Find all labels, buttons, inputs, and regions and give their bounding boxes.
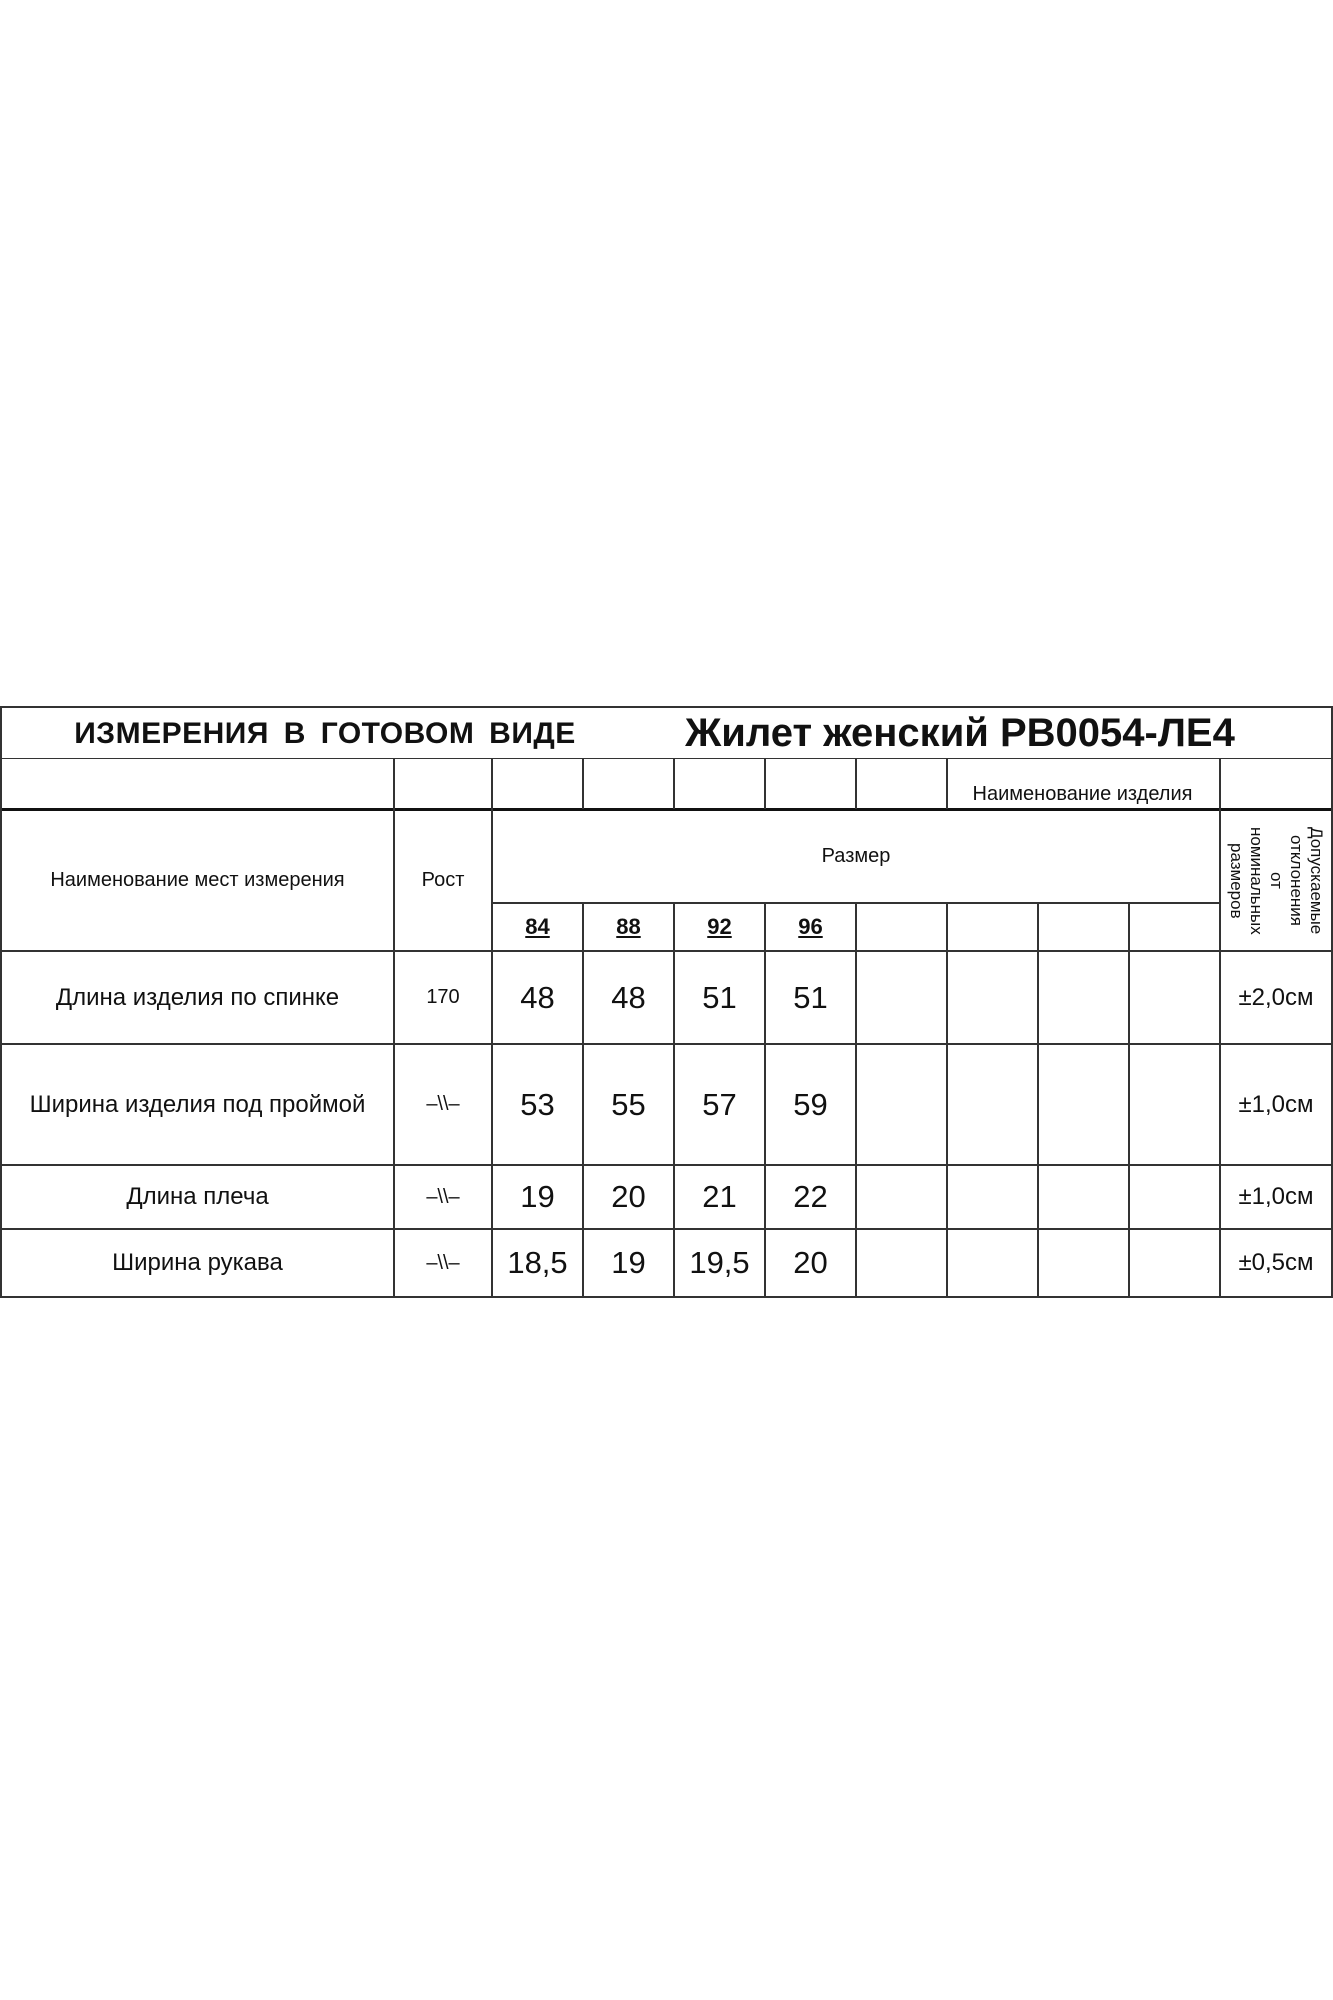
row-tolerance: ±1,0см bbox=[1238, 1090, 1314, 1118]
row-value: 51 bbox=[702, 979, 737, 1015]
product-name-label: Наименование изделия bbox=[972, 782, 1193, 805]
rule-title-bottom bbox=[0, 758, 1333, 759]
row-value: 55 bbox=[611, 1086, 646, 1122]
tolerance-line: от bbox=[1267, 872, 1286, 889]
tolerance-line: размеров bbox=[1227, 842, 1246, 919]
row-value: 48 bbox=[611, 979, 646, 1015]
rule-col-3 bbox=[673, 759, 675, 809]
rule-col-5 bbox=[855, 759, 857, 809]
row-name: Ширина изделия под проймой bbox=[29, 1090, 366, 1118]
rule-col-8 bbox=[1128, 903, 1130, 1298]
row-height: 170 bbox=[426, 986, 460, 1008]
page-title: ИЗМЕРЕНИЯ В ГОТОВОМ ВИДЕ bbox=[74, 717, 576, 750]
row-tolerance: ±2,0см bbox=[1238, 983, 1314, 1011]
row-tolerance: ±1,0см bbox=[1238, 1183, 1314, 1210]
row-name: Ширина рукава bbox=[112, 1249, 283, 1276]
tolerance-text bbox=[1226, 827, 1326, 935]
tolerance-line: отклонения bbox=[1287, 834, 1306, 926]
row-value: 20 bbox=[793, 1245, 828, 1280]
rule-col-5b bbox=[855, 903, 857, 1298]
row-value: 53 bbox=[520, 1086, 555, 1122]
row-value: 20 bbox=[611, 1179, 646, 1214]
row-value: 57 bbox=[702, 1086, 737, 1122]
measurement-sheet bbox=[0, 706, 1333, 1298]
row-value: 48 bbox=[520, 979, 555, 1015]
row-value: 19 bbox=[611, 1245, 646, 1280]
row-value: 51 bbox=[793, 979, 828, 1015]
size-88: 88 bbox=[616, 914, 641, 939]
row-value: 59 bbox=[793, 1086, 828, 1122]
header-size: Размер bbox=[821, 845, 891, 867]
row-name: Длина плеча bbox=[126, 1183, 269, 1210]
header-tolerance bbox=[1221, 811, 1331, 950]
product-title: Жилет женский РВ0054-ЛЕ4 bbox=[685, 710, 1235, 755]
row-name: Длина изделия по спинке bbox=[55, 983, 340, 1011]
tolerance-line: номинальных bbox=[1247, 826, 1266, 935]
size-96: 96 bbox=[798, 914, 823, 939]
rule-col-2 bbox=[582, 759, 584, 809]
row-value: 22 bbox=[793, 1179, 828, 1214]
row-value: 21 bbox=[702, 1179, 737, 1214]
header-height: Рост bbox=[421, 869, 465, 891]
row-height: –\\– bbox=[426, 1093, 460, 1115]
rule-col-7 bbox=[1037, 903, 1039, 1298]
rule-col-4 bbox=[764, 759, 766, 809]
rule-bottom bbox=[0, 1296, 1333, 1298]
row-height: –\\– bbox=[426, 1185, 460, 1208]
row-height: –\\– bbox=[426, 1251, 460, 1274]
row-value: 19 bbox=[520, 1179, 555, 1214]
size-92: 92 bbox=[707, 914, 732, 939]
row-tolerance: ±0,5см bbox=[1238, 1249, 1314, 1276]
row-value: 19,5 bbox=[689, 1245, 750, 1280]
rule-col-6 bbox=[946, 759, 948, 809]
header-measure: Наименование мест измерения bbox=[50, 869, 345, 891]
size-84: 84 bbox=[525, 914, 550, 939]
tolerance-line: Допускаемые bbox=[1307, 826, 1326, 935]
row-value: 18,5 bbox=[507, 1245, 568, 1280]
rule-col-6b bbox=[946, 903, 948, 1298]
